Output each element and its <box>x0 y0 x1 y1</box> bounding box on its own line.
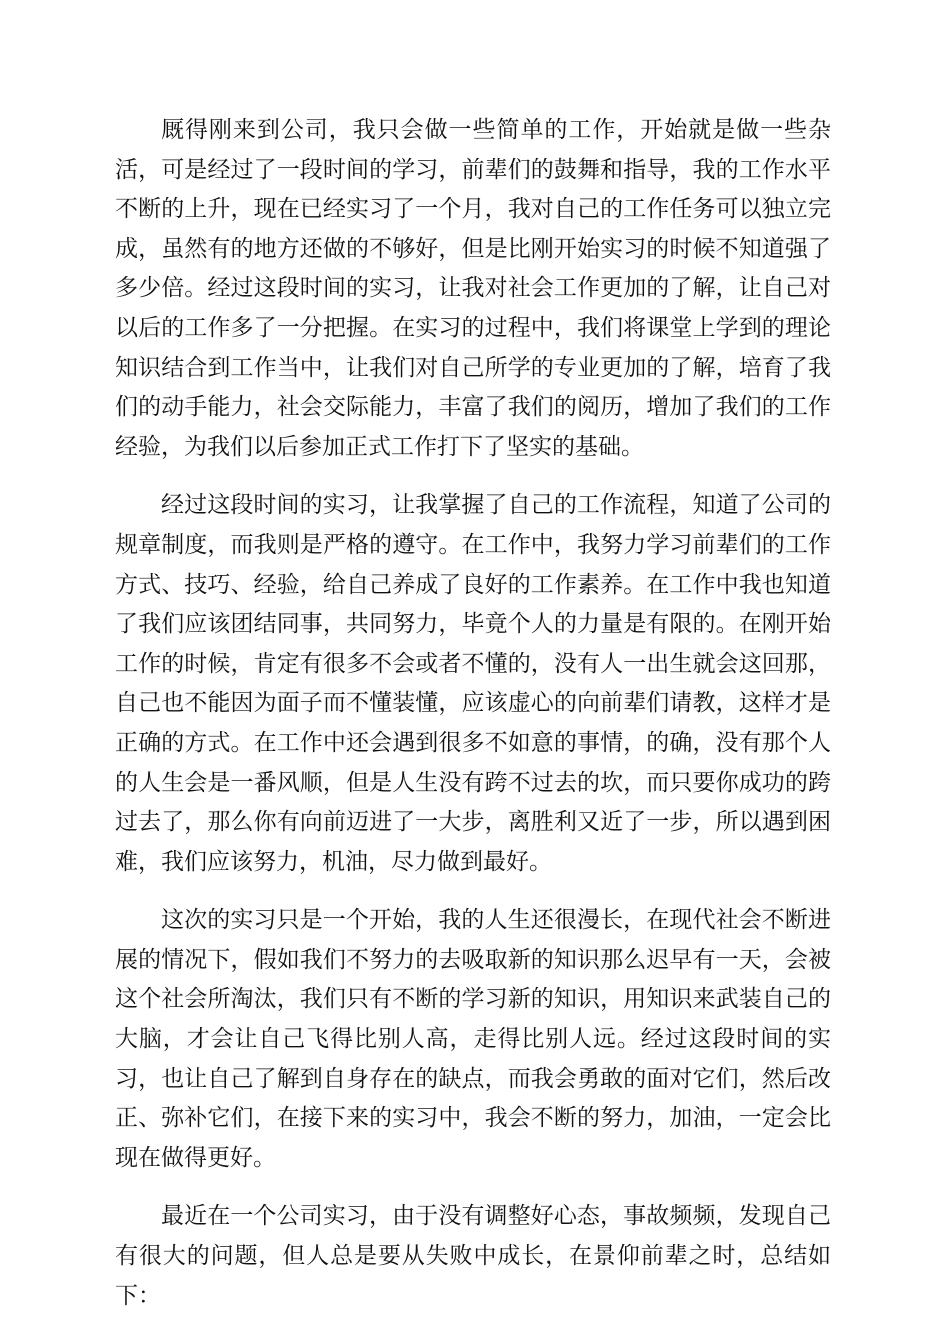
document-body <box>115 111 831 1335</box>
paragraph-1: 厩得刚来到公司，我只会做一些简单的工作，开始就是做一些杂活，可是经过了一段时间的学习，前辈们的鼓舞和指导，我的工作水平不断的上升，现在已经实习了一个月，我对自己的工作任务可以独立完成，虽然有的地方还做的不够好，但是比刚开始实习的时候不知道强了多少倍。经过这段时间的实习，让我对社会工作更加的了解，让自己对以后的工作多了一分把握。在实习的过程中，我们将课堂上学到的理论知识结合到工作当中，让我们对自己所学的专业更加的了解，培育了我们的动手能力，社会交际能力，丰富了我们的阅历，增加了我们的工作经验，为我们以后参加正式工作打下了坚实的基础。 <box>115 117 831 460</box>
paragraph-3: 这次的实习只是一个开始，我的人生还很漫长，在现代社会不断进展的情况下，假如我们不努力的去吸取新的知识那么迟早有一天，会被这个社会所淘汰，我们只有不断的学习新的知识，用知识来武装自己的大脑，才会让自己飞得比别人高，走得比别人远。经过这段时间的实习，也让自己了解到自身存在的缺点，而我会勇敢的面对它们，然后改正、弥补它们，在接下来的实习中，我会不断的努力，加油，一定会比现在做得更好。 <box>115 907 831 1171</box>
paragraph-4: 最近在一个公司实习，由于没有调整好心态，事故频频，发现自己有很大的问题，但人总是要从失败中成长，在景仰前辈之时，总结如下： <box>115 1203 831 1309</box>
paragraph-2: 经过这段时间的实习，让我掌握了自己的工作流程，知道了公司的规章制度，而我则是严格的遵守。在工作中，我努力学习前辈们的工作方式、技巧、经验，给自己养成了良好的工作素养。在工作中我也知道了我们应该团结同事，共同努力，毕竟个人的力量是有限的。在刚开始工作的时候，肯定有很多不会或者不懂的，没有人一出生就会这回那，自己也不能因为面子而不懂装懂，应该虚心的向前辈们请教，这样才是正确的方式。在工作中还会遇到很多不如意的事情，的确，没有那个人的人生会是一番风顺，但是人生没有跨不过去的坎，而只要你成功的跨过去了，那么你有向前迈进了一大步，离胜利又近了一步，所以遇到困难，我们应该努力，机油，尽力做到最好。 <box>115 492 831 875</box>
